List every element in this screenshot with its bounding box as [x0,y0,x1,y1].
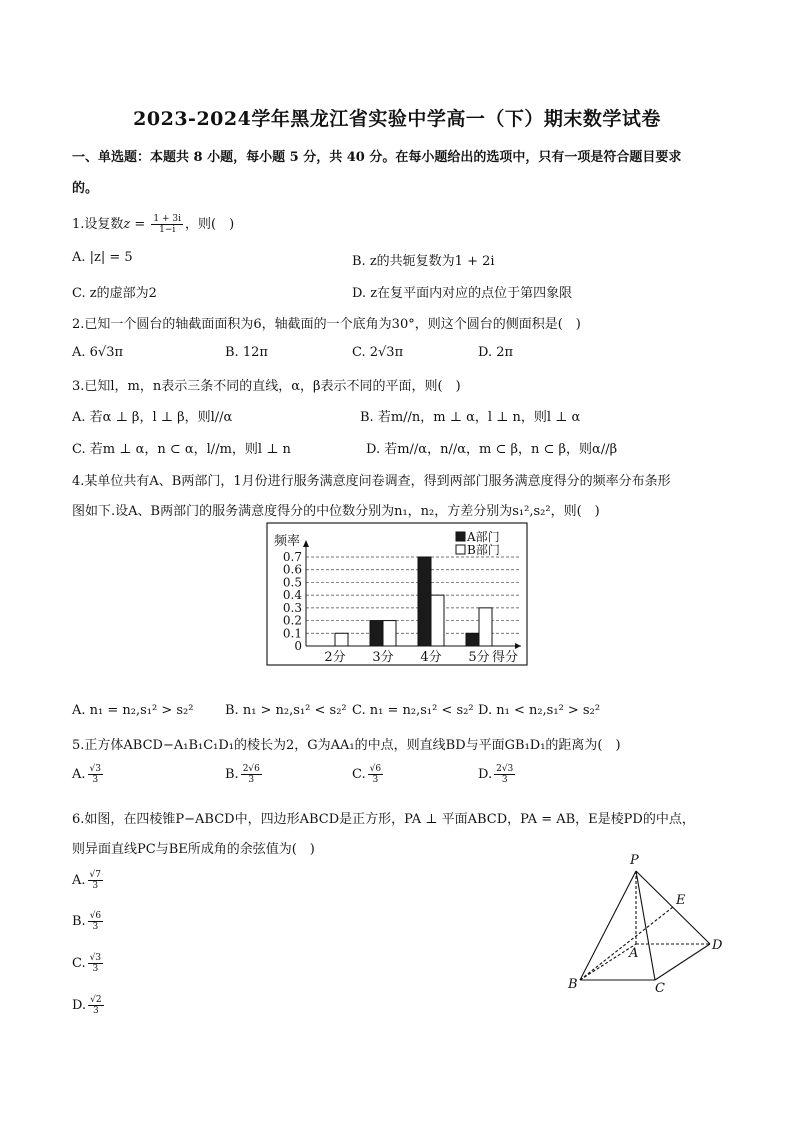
y-tick-label: 0.1 [282,626,302,641]
edge-pb [580,871,639,980]
bar-b [335,633,348,646]
frequency-bar-chart [266,522,528,666]
question-6-stem-line2: 则异面直线PC与BE所成角的余弦值为( ) [72,842,315,857]
q6-c-den: 3 [92,964,99,974]
q5-c-den: 3 [372,775,379,785]
q6-option-a [72,870,105,891]
q1-fraction [151,214,183,235]
bar-a [466,633,479,646]
q1-frac-den: 1−i [159,225,176,235]
q2-option-d: D. 2π [478,345,514,360]
page-title: 2023-2024学年黑龙江省实验中学高一（下）期末数学试卷 [133,108,661,130]
q5-option-a [72,764,105,785]
pyramid-figure [560,850,740,995]
section-heading-line1: 一、单选题：本题共 8 小题，每小题 5 分，共 40 分。在每小题给出的选项中，只有一项是符合题目要求 [72,150,682,165]
q6-d-den: 3 [92,1006,99,1016]
bar-b [479,608,492,646]
question-2-stem: 2.已知一个圆台的轴截面面积为6，轴截面的一个底角为30°，则这个圆台的侧面积是( ) [72,317,581,332]
bar-a [418,557,431,646]
x-tick-label: 3分 [372,650,394,665]
question-6-stem-line1: 6.如图，在四棱锥P−ABCD中，四边形ABCD是正方形，PA ⊥ 平面ABCD，PA = AB，E是棱PD的中点， [72,812,695,827]
q5-a-den: 3 [92,775,99,785]
label-e: E [676,893,686,908]
q1-option-c: C. z的虚部为2 [72,286,157,301]
q6-d-label: D. [72,998,87,1013]
q3-option-a: A. 若α ⊥ β，l ⊥ β，则l//α [72,410,233,425]
q1-stem-suffix: ，则( ) [185,217,235,232]
q3-option-d: D. 若m//α，n//α，m ⊂ β，n ⊂ β，则α//β [366,442,618,457]
question-4-stem-line1: 4.某单位共有A、B两部门，1月份进行服务满意度问卷调查，得到两部门服务满意度得分的频率分布条形 [72,474,671,489]
q6-option-b [72,911,105,932]
y-tick-label: 0.6 [282,562,302,577]
q2-option-a: A. 6√3π [72,345,124,360]
y-tick-label: 0.7 [282,550,302,564]
q1-option-d: D. z在复平面内对应的点位于第四象限 [352,286,573,301]
question-5-stem: 5.正方体ABCD−A₁B₁C₁D₁的棱长为2，G为AA₁的中点，则直线BD与平面GB₁D₁的距离为( ) [72,738,621,753]
q6-b-num: √6 [89,911,102,921]
q6-option-d [72,995,106,1016]
q2-option-b: B. 12π [225,345,268,360]
q6-c-num: √3 [89,953,102,963]
legend-label: A部门 [467,530,500,544]
label-c: C [655,981,665,995]
q4-option-d: D. n₁ < n₂,s₁² > s₂² [478,703,601,718]
y-axis-label: 频率 [274,534,301,549]
y-tick-label: 0.3 [282,600,302,615]
q5-a-label: A. [72,767,86,782]
q5-option-b [225,764,264,785]
q6-a-den: 3 [92,881,99,891]
q4-option-c: C. n₁ = n₂,s₁² < s₂² [352,703,474,718]
q5-d-num: 2√3 [496,764,514,774]
label-b: B [568,977,578,992]
q5-d-label: D. [478,767,493,782]
q5-c-num: √6 [369,764,382,774]
q3-option-c: C. 若m ⊥ α，n ⊂ α，l//m，则l ⊥ n [72,442,291,457]
q1-option-b: B. z的共轭复数为1 + 2i [352,254,495,269]
q1-frac-num: 1 + 3i [153,214,182,224]
legend-swatch [456,532,465,541]
y-tick-label: 0.5 [282,575,302,590]
question-1-stem [72,213,234,235]
edge-cd [655,944,710,980]
q5-b-den: 3 [248,775,255,785]
bar-b [383,621,396,646]
y-tick-label: 0.4 [282,588,302,603]
x-tick-label: 2分 [324,650,346,665]
label-d: D [712,938,723,953]
y-tick-label: 0.2 [282,613,302,628]
q1-stem-prefix: 1.设复数 [72,217,124,232]
q5-d-den: 3 [501,775,508,785]
q2-option-c: C. 2√3π [352,345,404,360]
edge-ba [580,944,639,980]
q5-c-label: C. [352,767,366,782]
q4-option-a: A. n₁ = n₂,s₁² > s₂² [72,703,194,718]
section-heading-line2: 的。 [72,181,99,196]
q6-b-den: 3 [92,922,99,932]
q6-c-label: C. [72,956,86,971]
q3-option-b: B. 若m//n，m ⊥ α，l ⊥ n，则l ⊥ α [360,410,581,425]
x-axis-label: 得分 [492,650,519,665]
y-tick-label: 0 [294,639,302,653]
q5-a-num: √3 [89,764,101,774]
x-tick-label: 5分 [468,650,490,665]
q4-option-b: B. n₁ > n₂,s₁² < s₂² [225,703,347,718]
q5-b-label: B. [225,767,239,782]
q5-b-num: 2√6 [242,764,260,774]
segment-be [580,907,673,980]
x-tick-label: 4分 [420,650,442,665]
legend-swatch [456,545,465,554]
q6-d-num: √2 [90,995,102,1005]
question-3-stem: 3.已知l，m，n表示三条不同的直线，α，β表示不同的平面，则( ) [72,379,461,394]
q1-stem-z: z = [123,217,146,232]
label-p: P [630,853,639,868]
q6-option-c [72,953,105,974]
q6-a-num: √7 [89,870,101,880]
bar-a [370,621,383,646]
bar-b [431,595,444,646]
q6-b-label: B. [72,914,86,929]
q5-option-d [478,764,517,785]
q5-option-c [352,764,385,785]
q6-a-label: A. [72,873,86,888]
q1-option-a: A. |z| = 5 [72,250,133,265]
legend-label: B部门 [467,543,500,557]
question-4-stem-line2: 图如下.设A、B两部门的服务满意度得分的中位数分别为n₁，n₂，方差分别为s₁²,s₂²，则( ) [72,504,600,519]
label-a: A [629,946,639,961]
